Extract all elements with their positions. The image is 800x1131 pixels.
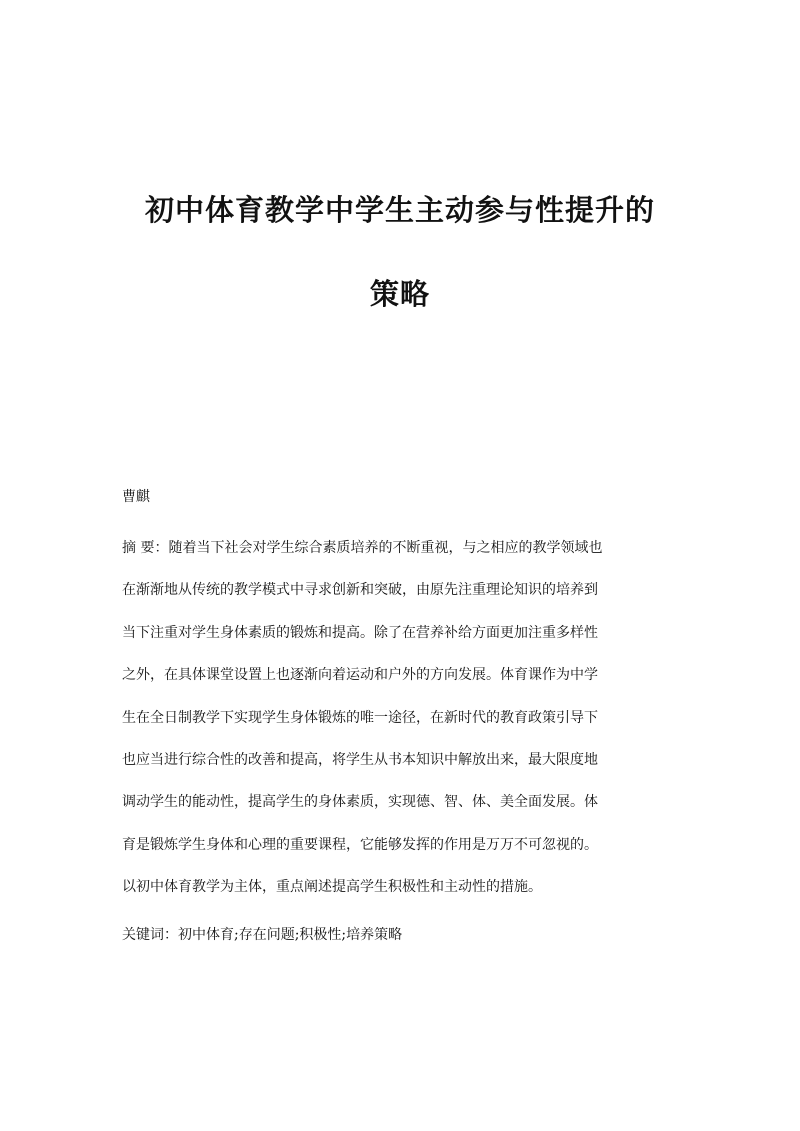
abstract-line: 育是锻炼学生身体和心理的重要课程，它能够发挥的作用是万万不可忽视的。 bbox=[122, 836, 598, 853]
abstract-block bbox=[122, 538, 692, 920]
paper-title-line-2: 策略 bbox=[369, 277, 430, 311]
abstract-line: 当下注重对学生身体素质的锻炼和提高。除了在营养补给方面更加注重多样性 bbox=[122, 624, 598, 641]
abstract-line: 也应当进行综合性的改善和提高，将学生从书本知识中解放出来，最大限度地 bbox=[122, 751, 598, 768]
abstract-line: 生在全日制教学下实现学生身体锻炼的唯一途径，在新时代的教育政策引导下 bbox=[122, 709, 598, 726]
abstract-line: 摘 要：随着当下社会对学生综合素质培养的不断重视，与之相应的教学领域也 bbox=[122, 540, 603, 556]
abstract-line: 以初中体育教学为主体，重点阐述提高学生积极性和主动性的措施。 bbox=[122, 879, 542, 896]
author-name: 曹麒 bbox=[122, 489, 150, 505]
abstract-line: 调动学生的能动性，提高学生的身体素质，实现德、智、体、美全面发展。体 bbox=[122, 794, 598, 811]
keywords-line: 关键词：初中体育;存在问题;积极性;培养策略 bbox=[122, 927, 403, 943]
paper-title-line-1: 初中体育教学中学生主动参与性提升的 bbox=[144, 193, 655, 227]
abstract-line: 之外，在具体课堂设置上也逐渐向着运动和户外的方向发展。体育课作为中学 bbox=[122, 667, 598, 684]
abstract-line: 在渐渐地从传统的教学模式中寻求创新和突破，由原先注重理论知识的培养到 bbox=[122, 582, 598, 599]
